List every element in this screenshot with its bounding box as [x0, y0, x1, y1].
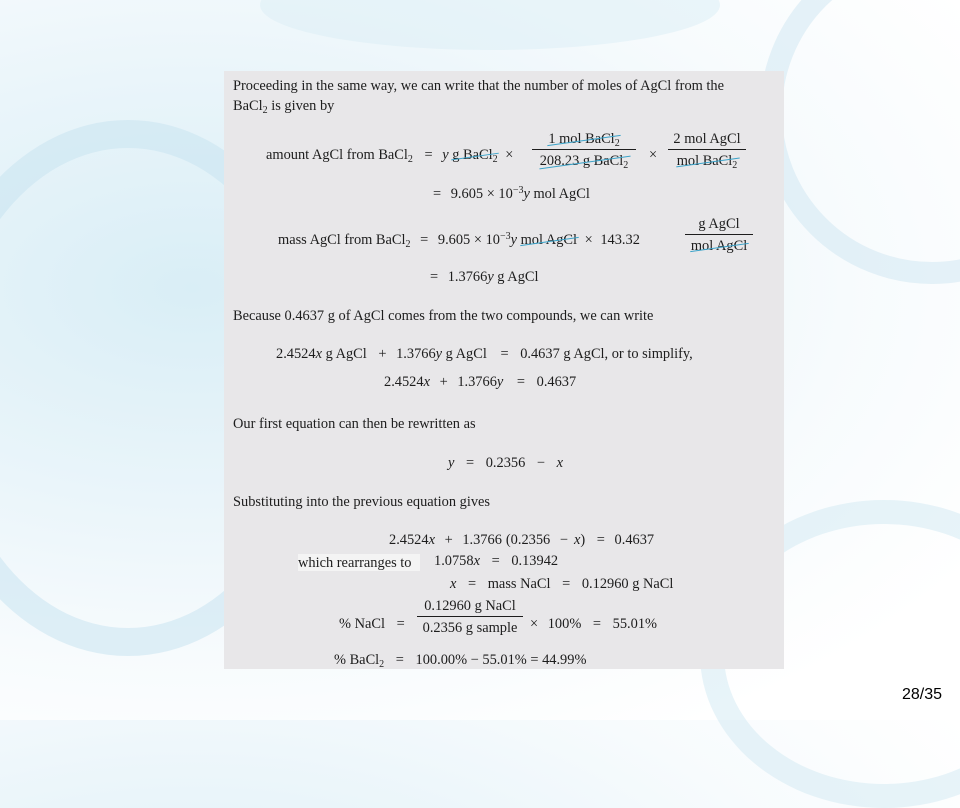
- eq-mass-lhs: mass AgCl from BaCl$_2$ = $9.605 \times 10^{-3}y$ mol AgCl × 143.32: [278, 231, 640, 250]
- eq-substituted: 2.4524x + 1.3766 (0.2356 − x) = 0.4637: [389, 532, 655, 548]
- textbook-excerpt: [224, 71, 784, 669]
- eq-sum: 2.4524x g AgCl + 1.3766y g AgCl = 0.4637 g AgCl, or to simplify,: [276, 346, 693, 362]
- times-sign: ×: [649, 147, 658, 163]
- eq-mass-result: = 1.3766y g AgCl: [430, 269, 539, 285]
- fraction-g-agcl-per-mol: g AgCl mol AgCl: [685, 217, 753, 254]
- eq-x-mass-nacl: x = mass NaCl = 0.12960 g NaCl: [450, 576, 674, 592]
- eq-y: y = 0.2356 − x: [448, 455, 564, 471]
- because-text: Because 0.4637 g of AgCl comes from the two compounds, we can write: [233, 308, 654, 324]
- cancelled-unit-g-bacl2: g BaCl$_2$: [452, 147, 498, 165]
- fraction-mol-agcl-per-mol-bacl2: 2 mol AgCl mol BaCl$_2$: [668, 132, 746, 169]
- background-blob-top: [260, 0, 720, 50]
- page-number: 28/35: [901, 686, 942, 703]
- eq-amount-lhs: amount AgCl from BaCl$_2$ = y g BaCl$_2$ ×: [266, 147, 514, 165]
- eq-simplified: 2.4524x + 1.3766y = 0.4637: [384, 374, 577, 390]
- background-ring-top-right: [760, 0, 960, 284]
- fraction-nacl-per-sample: 0.12960 g NaCl 0.2356 g sample: [417, 599, 523, 636]
- intro-line-1: Proceeding in the same way, we can write that the number of moles of AgCl from the: [233, 78, 725, 94]
- rearranges-text: which rearranges to: [298, 555, 412, 571]
- first-equation-text: Our first equation can then be rewritten as: [233, 416, 476, 432]
- cancelled-unit-mol-agcl: mol AgCl: [520, 232, 577, 248]
- eq-rearranged: 1.0758x = 0.13942: [434, 553, 559, 569]
- eq-pct-bacl2: % BaCl$_2$ = 100.00% − 55.01% = 44.99%: [334, 652, 587, 670]
- eq-amount-result: = $9.605 \times 10^{-3}y$ mol AgCl: [433, 185, 590, 202]
- fraction-mol-bacl2-per-g: 1 mol BaCl$_2$ 208.23 g BaCl$_2$: [532, 132, 636, 169]
- substituting-text: Substituting into the previous equation gives: [233, 494, 491, 510]
- eq-pct-nacl-label: % NaCl =: [339, 616, 405, 632]
- eq-pct-nacl-rhs: × 100% = 55.01%: [530, 616, 658, 632]
- intro-line-2: BaCl$_2$ is given by: [233, 98, 335, 116]
